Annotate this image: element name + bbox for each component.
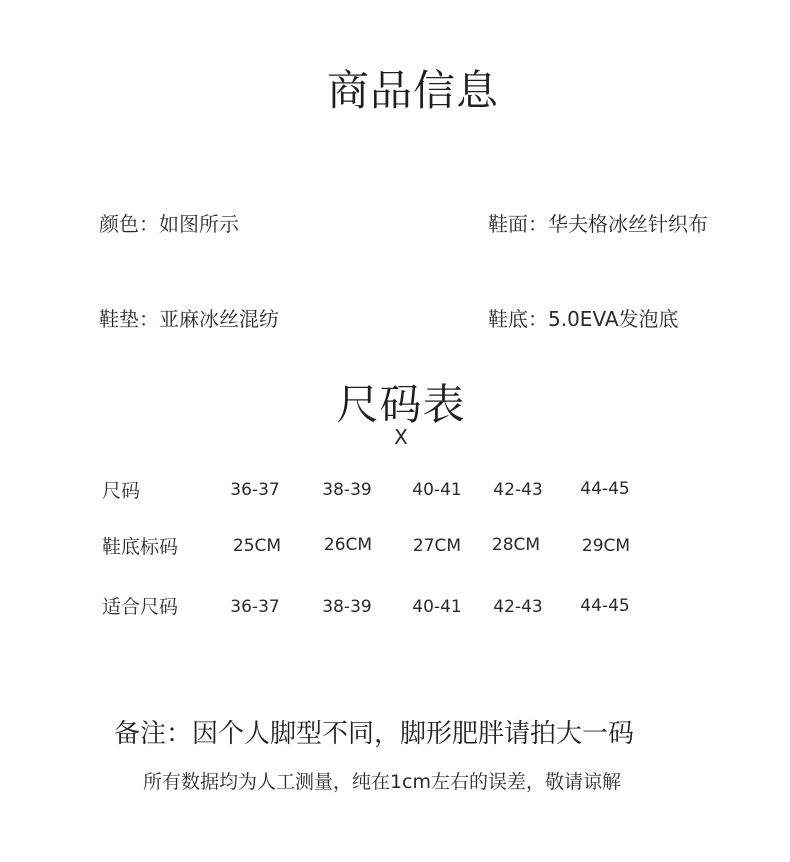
size-row-label: 尺码 — [102, 480, 141, 502]
size-cell: 27CM — [412, 536, 462, 556]
info-upper: 鞋面：华夫格冰丝针织布 — [488, 212, 708, 236]
size-cell: 38-39 — [322, 480, 372, 500]
size-cell: 29CM — [581, 536, 631, 556]
sole-size-row-label: 鞋底标码 — [102, 536, 179, 558]
size-cell: 25CM — [232, 536, 282, 556]
size-cell: 40-41 — [412, 597, 462, 617]
size-cell: 38-39 — [322, 597, 372, 617]
size-cell: 44-45 — [580, 596, 630, 616]
note-main: 备注：因个人脚型不同，脚形肥胖请拍大一码 — [113, 719, 634, 749]
info-insole: 鞋垫：亚麻冰丝混纺 — [99, 307, 279, 331]
note-sub: 所有数据均为人工测量，纯在1cm左右的误差，敬请谅解 — [142, 771, 622, 793]
size-chart-subtitle: X — [394, 425, 408, 449]
fit-size-row-label: 适合尺码 — [102, 596, 179, 618]
size-cell: 42-43 — [493, 597, 543, 617]
size-cell: 36-37 — [230, 597, 280, 617]
size-chart-title: 尺码表 — [336, 380, 466, 429]
size-cell: 36-37 — [230, 480, 280, 500]
size-cell: 42-43 — [493, 480, 543, 500]
info-color: 颜色：如图所示 — [99, 212, 239, 236]
page-title: 商品信息 — [326, 66, 499, 115]
info-sole: 鞋底：5.0EVA发泡底 — [488, 307, 679, 331]
size-cell: 44-45 — [580, 479, 630, 499]
size-cell: 40-41 — [412, 480, 462, 500]
size-cell: 26CM — [323, 535, 373, 555]
size-cell: 28CM — [491, 535, 541, 555]
